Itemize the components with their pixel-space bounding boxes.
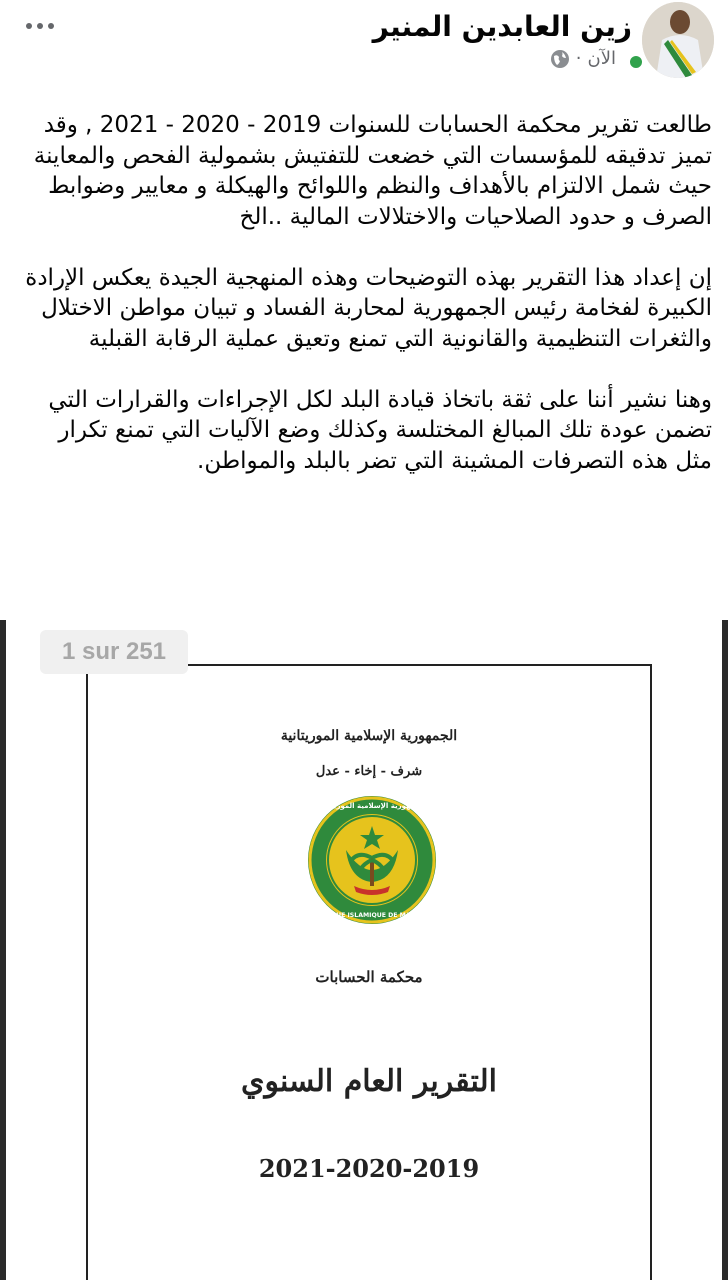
post-text [22, 110, 712, 507]
more-dot [37, 23, 43, 29]
pdf-viewer [6, 620, 722, 1280]
timestamp[interactable]: الآن [587, 48, 616, 69]
pdf-attachment[interactable] [0, 620, 728, 1280]
document-years: 2021-2020-2019 [258, 1154, 480, 1183]
document-country: الجمهورية الإسلامية الموريتانية [280, 728, 458, 744]
globe-icon [550, 49, 570, 69]
post-paragraph-3: وهنا نشير أننا على ثقة باتخاذ قيادة البلد لكل الإجراءات والقرارات التي تضمن عودة تلك المبالغ المختلسة وكذلك وضع الآليات التي تمنع تكرار مثل هذه التصرفات المشينة التي تضر بالبلد والمواطن. [48, 386, 712, 474]
emblem-text: REPUBLIQUE ISLAMIQUE DE MAURITANIE [306, 912, 438, 919]
meta-separator: · [575, 48, 582, 69]
more-options-button[interactable] [20, 14, 60, 38]
online-status-dot [628, 54, 644, 70]
document-motto: شرف - إخاء - عدل [315, 764, 423, 779]
post-paragraph-1: طالعت تقرير محكمة الحسابات للسنوات 2019 - 2020 - 2021 , وقد تميز تدقيقه للمؤسسات التي خضعت للتفتيش بشمولية الفحص والمعاينة حيث شمل الالتزام بالأهداف والنظم واللوائح والهيكلة و معايير وضوابط الصرف و حدود الصلاحيات والاختلالات المالية ..الخ [33, 112, 712, 230]
author-name[interactable]: زين العابدين المنير [372, 10, 632, 43]
page-counter: 1 sur 251 [40, 630, 188, 674]
post-paragraph-2: إن إعداد هذا التقرير بهذه التوضيحات وهذه المنهجية الجيدة يعكس الإرادة الكبيرة لفخامة رئيس الجمهورية لمحاربة الفساد و تبيان مواطن الاختلال والثغرات التنظيمية والقانونية التي تمنع وتعيق عملية الرقابة القبلية [25, 264, 712, 352]
avatar[interactable] [642, 2, 714, 78]
post-meta [550, 48, 616, 69]
more-dot [26, 23, 32, 29]
post-header [0, 0, 728, 92]
more-dot [48, 23, 54, 29]
mauritania-emblem-icon [306, 794, 438, 926]
document-page [86, 664, 652, 1280]
document-title: التقرير العام السنوي [241, 1064, 497, 1099]
emblem-text-arabic: الجمهورية الإسلامية الموريتانية [318, 802, 426, 810]
document-institution: محكمة الحسابات [315, 968, 423, 986]
